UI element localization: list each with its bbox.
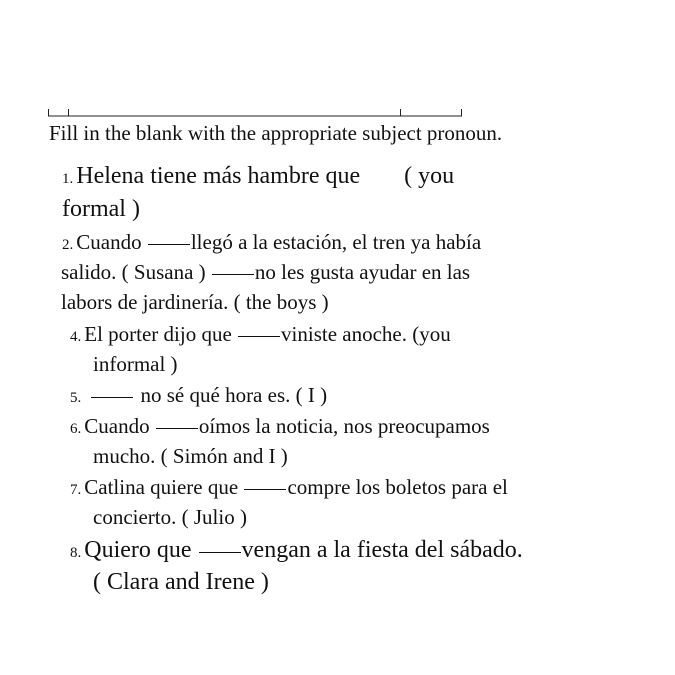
item-text-before: Catlina quiere que (84, 475, 239, 499)
answer-blank[interactable] (244, 488, 286, 490)
item-6-line-2 (93, 442, 288, 470)
item-number: 1. (62, 171, 74, 187)
item-continuation: concierto. ( Julio ) (93, 505, 247, 529)
item-continuation: mucho. ( Simón and I ) (93, 444, 288, 468)
item-number: 4. (70, 329, 82, 345)
item-text-before: Helena tiene más hambre que (76, 163, 361, 189)
item-7-line-2 (93, 503, 247, 531)
item-8-line-1 (70, 535, 523, 568)
item-text-before: El porter dijo que (84, 322, 232, 346)
item-number: 6. (70, 421, 82, 437)
item-4-line-1 (70, 320, 451, 351)
item-6-line-1 (70, 412, 490, 443)
item-continuation: salido. ( Susana ) (61, 260, 206, 284)
item-2-line-2 (61, 258, 470, 286)
item-text-after: vengan a la fiesta del sábado. (241, 537, 523, 563)
item-number: 7. (70, 482, 82, 498)
item-text-after: compre los boletos para el (287, 475, 508, 499)
item-text-after: no sé qué hora es. ( I ) (140, 383, 328, 407)
item-7-line-1 (70, 473, 508, 504)
item-8-line-2 (93, 567, 269, 597)
answer-blank[interactable] (156, 427, 198, 429)
instruction-text: Fill in the blank with the appropriate subject pronoun. (49, 121, 503, 145)
item-1-line-2 (62, 194, 140, 224)
item-number: 8. (70, 545, 82, 561)
item-continuation: formal ) (62, 196, 140, 222)
answer-blank[interactable] (91, 396, 133, 398)
item-number: 5. (70, 390, 82, 406)
item-5-line-1 (70, 381, 327, 412)
top-rule-graphic (48, 109, 462, 117)
item-text-before: Cuando (76, 230, 142, 254)
item-text-after: ( you (404, 163, 455, 189)
answer-blank[interactable] (199, 551, 241, 553)
item-4-line-2 (93, 350, 178, 378)
item-text-before: Quiero que (84, 537, 192, 563)
answer-blank[interactable] (148, 243, 190, 245)
top-rule (48, 109, 462, 117)
item-continuation: ( Clara and Irene ) (93, 569, 269, 595)
item-number: 2. (62, 237, 74, 253)
item-3-line-2 (61, 288, 329, 316)
answer-blank[interactable] (361, 177, 399, 179)
answer-blank[interactable] (238, 335, 280, 337)
item-text-before: Cuando (84, 414, 150, 438)
item-continuation: labors de jardinería. ( the boys ) (61, 290, 329, 314)
item-1-line-1 (62, 161, 454, 194)
item-text-after: no les gusta ayudar en las (254, 260, 471, 284)
answer-blank[interactable] (212, 273, 254, 275)
item-text-after: viniste anoche. (you (281, 322, 451, 346)
item-text-after: llegó a la estación, el tren ya había (190, 230, 482, 254)
item-2-line-1 (62, 228, 481, 259)
item-continuation: informal ) (93, 352, 178, 376)
item-text-after: oímos la noticia, nos preocupamos (198, 414, 490, 438)
